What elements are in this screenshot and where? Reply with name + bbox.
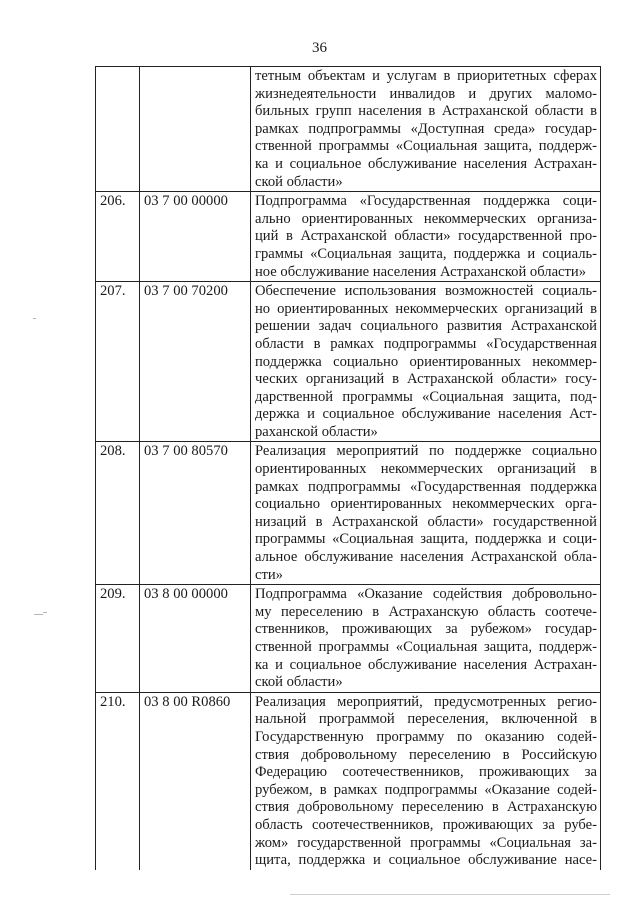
description-line: рамках подпрограммы «Государственная поддержка bbox=[255, 478, 597, 495]
description-line: Реализация мероприятий, предусмотренных регио- bbox=[255, 693, 597, 710]
description-line: ка и социальное обслуживание населения Астрахан- bbox=[255, 656, 597, 673]
table-row bbox=[96, 442, 601, 585]
row-number-cell bbox=[96, 67, 140, 192]
table-row bbox=[96, 67, 601, 192]
description-line: поддержка социально ориентированных некоммер- bbox=[255, 353, 597, 370]
description-line: нальной программой переселения, включенной в bbox=[255, 711, 597, 728]
description-line: Государственную программу по оказанию содей- bbox=[255, 728, 597, 745]
classification-code-cell: 03 7 00 80570 bbox=[140, 442, 251, 585]
description-line: область соотечественников, проживающих за рубе- bbox=[255, 816, 597, 833]
description-line: ально ориентированных некоммерческих организа- bbox=[255, 210, 597, 227]
description-line: социально ориентированных некоммерческих орга- bbox=[255, 496, 597, 513]
description-line: жизнедеятельности инвалидов и других маломо- bbox=[255, 85, 597, 102]
description-line: ций в Астраханской области» государственной про- bbox=[255, 228, 597, 245]
description-cell bbox=[251, 442, 601, 585]
scan-speck bbox=[43, 612, 47, 613]
description-line: Реализация мероприятий по поддержке социально bbox=[255, 443, 597, 460]
table-body bbox=[96, 67, 601, 870]
description-line: тетным объектам и услугам в приоритетных сферах bbox=[255, 68, 597, 84]
description-cell bbox=[251, 67, 601, 192]
description-line: сти» bbox=[255, 566, 283, 583]
classification-code-cell: 03 8 00 R0860 bbox=[140, 692, 251, 869]
description-cell bbox=[251, 192, 601, 282]
description-line: Подпрограмма «Государственная поддержка соци- bbox=[255, 193, 597, 210]
row-number-cell: 209. bbox=[96, 585, 140, 693]
description-line: ориентированных некоммерческих организаций в bbox=[255, 461, 597, 478]
description-line: но ориентированных некоммерческих организаций в bbox=[255, 300, 597, 317]
description-line: щита, поддержка и социальное обслуживание насе- bbox=[255, 852, 597, 869]
description-line: раханской области» bbox=[255, 423, 378, 440]
description-line: низаций в Астраханской области» государственной bbox=[255, 513, 597, 530]
description-line: ской области» bbox=[255, 173, 343, 190]
table-row bbox=[96, 585, 601, 693]
description-cell bbox=[251, 282, 601, 442]
description-line: Федерацию соотечественников, проживающих за bbox=[255, 764, 597, 781]
description-line: ческих организаций в Астраханской области» госу- bbox=[255, 371, 597, 388]
footer-rule bbox=[290, 894, 610, 895]
description-line: Подпрограмма «Оказание содействия добровольно- bbox=[255, 586, 597, 603]
row-number-cell: 208. bbox=[96, 442, 140, 585]
description-line: Обеспечение использования возможностей социаль- bbox=[255, 283, 597, 300]
scan-speck bbox=[34, 614, 43, 615]
classification-code-cell bbox=[140, 67, 251, 192]
table-row bbox=[96, 282, 601, 442]
row-number-cell: 207. bbox=[96, 282, 140, 442]
description-line: альное обслуживание населения Астраханской обла- bbox=[255, 549, 597, 566]
classification-code-cell: 03 8 00 00000 bbox=[140, 585, 251, 693]
description-line: ственников, проживающих за рубежом» государ- bbox=[255, 621, 597, 638]
description-line: ственной программы «Социальная защита, поддерж- bbox=[255, 138, 597, 155]
table-row bbox=[96, 192, 601, 282]
table-row bbox=[96, 692, 601, 869]
description-line: держка и социальное обслуживание населения Аст- bbox=[255, 406, 597, 423]
description-line: программы «Социальная защита, поддержка и соци- bbox=[255, 531, 597, 548]
page-number: 36 bbox=[312, 40, 327, 56]
description-line: рамках подпрограммы «Доступная среда» государ- bbox=[255, 120, 597, 137]
description-line: ка и социальное обслуживание населения Астрахан- bbox=[255, 155, 597, 172]
description-line: дарственной программы «Социальная защита, под- bbox=[255, 388, 597, 405]
description-line: ственной программы «Социальная защита, поддерж- bbox=[255, 639, 597, 655]
description-cell bbox=[251, 692, 601, 869]
description-cell bbox=[251, 585, 601, 693]
description-line: жом» государственной программы «Социальная за- bbox=[255, 834, 597, 851]
description-line: му переселению в Астраханскую область соотече- bbox=[255, 603, 597, 620]
description-line: рубежом, в рамках подпрограммы «Оказание содей- bbox=[255, 781, 597, 798]
description-line: ствия добровольному переселению в Российскую bbox=[255, 746, 597, 763]
budget-classification-table bbox=[95, 66, 601, 870]
classification-code-cell: 03 7 00 70200 bbox=[140, 282, 251, 442]
description-line: ное обслуживание населения Астраханской области» bbox=[255, 263, 587, 280]
row-number-cell: 206. bbox=[96, 192, 140, 282]
classification-code-cell: 03 7 00 00000 bbox=[140, 192, 251, 282]
description-line: ствия добровольному переселению в Астраханскую bbox=[255, 799, 597, 816]
row-number-cell: 210. bbox=[96, 692, 140, 869]
description-line: ской области» bbox=[255, 674, 343, 691]
scan-speck bbox=[33, 318, 36, 319]
description-line: решении задач социального развития Астраханской bbox=[255, 318, 597, 335]
description-line: граммы «Социальная защита, поддержка и социаль- bbox=[255, 245, 597, 262]
description-line: области в рамках подпрограммы «Государственная bbox=[255, 335, 597, 352]
description-line: бильных групп населения в Астраханской области в bbox=[255, 103, 597, 120]
